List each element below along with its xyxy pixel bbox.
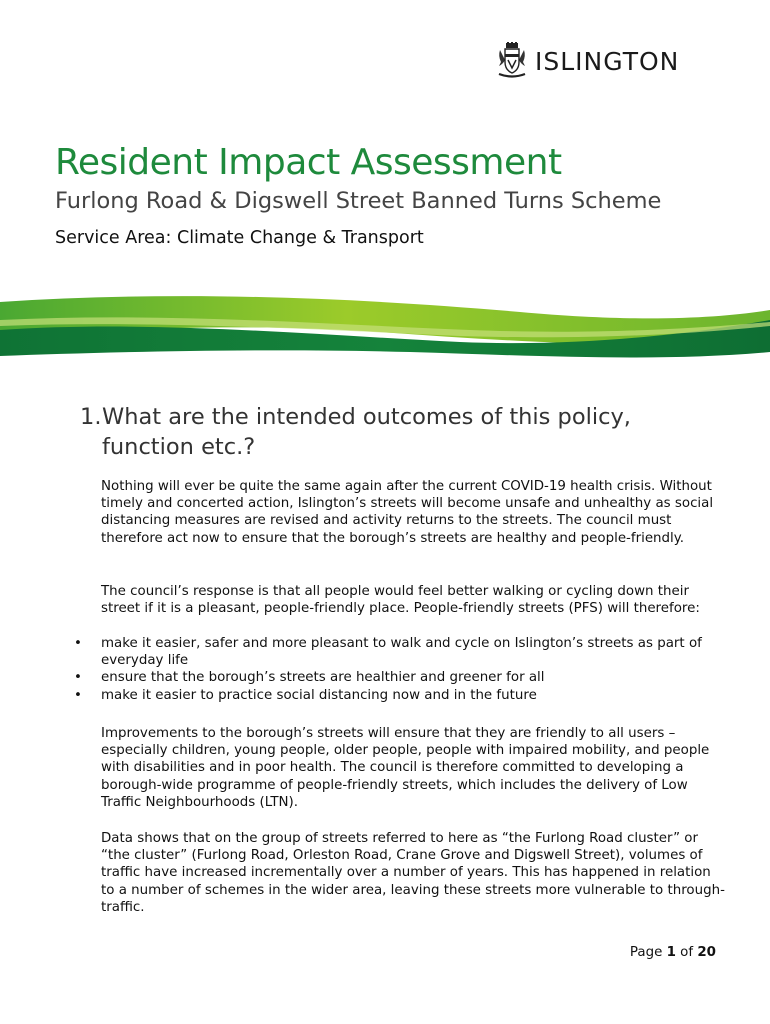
paragraph: Improvements to the borough’s streets will ensure that they are friendly to all users – especially children, young people, older people, people with impaired mobility, and people with disabilities and in poor health. The council is therefore committed to developing a borough-wide programme of people-friendly streets, which includes the delivery of Low Traffic Neighbourhoods (LTN). [101,726,710,810]
islington-logo [497,42,679,80]
section-number: 1. [80,404,102,430]
paragraph: The council’s response is that all people would feel better walking or cycling down their street if it is a pleasant, people-friendly place. People-friendly streets (PFS) will therefore: [101,584,700,617]
total-pages: 20 [697,945,716,960]
bullet-text: make it easier to practice social distancing now and in the future [101,687,537,703]
bullet-item [60,669,726,686]
service-area: Service Area: Climate Change & Transport [55,228,424,248]
bullet-item [60,687,726,704]
paragraph: Nothing will ever be quite the same again after the current COVID-19 health crisis. Without timely and concerted action, Islington’s streets will become unsafe and unhealthy as social distancing measures are revised and activity returns to the streets. The council must therefore act now to ensure that the borough’s streets are healthy and people-friendly. [101,479,714,546]
section-heading-text: What are the intended outcomes of this policy, function etc.? [102,404,631,460]
bullet-text: ensure that the borough’s streets are healthier and greener for all [101,670,545,686]
bullet-text: make it easier, safer and more pleasant to walk and cycle on Islington’s streets as part of everyday life [101,636,702,669]
page-number [630,945,716,960]
section-heading [80,402,700,462]
council-crest-icon [497,42,527,80]
document-subtitle: Furlong Road & Digswell Street Banned Turns Scheme [55,188,662,214]
paragraph: Data shows that on the group of streets referred to here as “the Furlong Road cluster” or “the cluster” (Furlong Road, Orleston Road, Crane Grove and Digswell Street), volumes of traffic have increased incrementally over a number of years. This has happened in relation to a number of schemes in the wider area, leaving these streets more vulnerable to through-traffic. [101,831,725,915]
of-label: of [680,945,694,960]
bullet-list [60,635,726,704]
bullet-item [60,635,726,669]
page-label: Page [629,945,663,960]
bullet-icon: • [74,687,82,703]
bullet-icon: • [74,636,82,651]
logo-text: ISLINGTON [535,46,680,76]
bullet-icon: • [74,670,82,686]
document-title: Resident Impact Assessment [55,142,562,183]
green-swoosh-banner [0,290,770,370]
current-page: 1 [666,945,676,960]
